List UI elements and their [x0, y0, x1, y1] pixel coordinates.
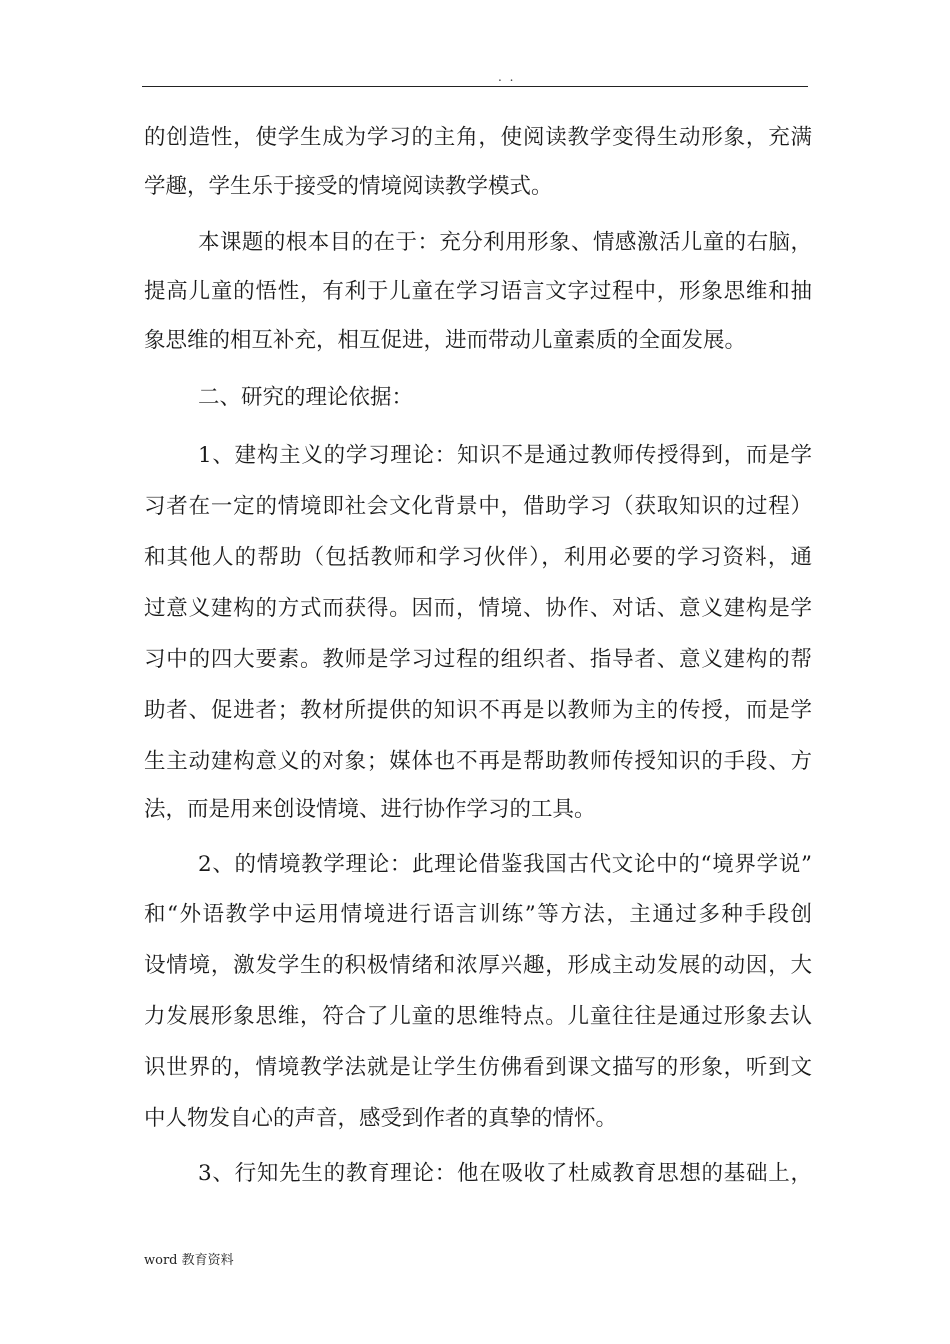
body-line-19: 识世界的，情境教学法就是让学生仿佛看到课文描写的形象，听到文: [144, 1055, 812, 1080]
section-heading: 二、研究的理论依据：: [198, 385, 414, 410]
body-line-2: 学趣，学生乐于接受的情境阅读教学模式。: [144, 174, 553, 199]
body-line-14: 法，而是用来创设情境、进行协作学习的工具。: [144, 797, 596, 822]
body-line-11: 习中的四大要素。教师是学习过程的组织者、指导者、意义建构的帮: [144, 647, 812, 672]
body-line-18: 力发展形象思维，符合了儿童的思维特点。儿童往往是通过形象去认: [144, 1004, 812, 1029]
body-line-21: 3、行知先生的教育理论：他在吸收了杜威教育思想的基础上，: [198, 1161, 812, 1186]
body-line-3: 本课题的根本目的在于：充分利用形象、情感激活儿童的右脑，: [198, 230, 812, 255]
page-header-mark: . .: [498, 70, 516, 84]
body-line-16: 和“外语教学中运用情境进行语言训练”等方法，主通过多种手段创: [144, 902, 812, 927]
body-line-7: 1、建构主义的学习理论：知识不是通过教师传授得到，而是学: [198, 443, 812, 468]
body-line-10: 过意义建构的方式而获得。因而，情境、协作、对话、意义建构是学: [144, 596, 812, 621]
body-line-8: 习者在一定的情境即社会文化背景中，借助学习（获取知识的过程）: [144, 494, 812, 519]
page-footer: word 教育资料: [144, 1253, 234, 1268]
body-line-1: 的创造性，使学生成为学习的主角，使阅读教学变得生动形象，充满: [144, 125, 812, 150]
body-line-17: 设情境，激发学生的积极情绪和浓厚兴趣，形成主动发展的动因，大: [144, 953, 812, 978]
body-line-13: 生主动建构意义的对象；媒体也不再是帮助教师传授知识的手段、方: [144, 749, 812, 774]
body-line-20: 中人物发自心的声音，感受到作者的真挚的情怀。: [144, 1106, 618, 1131]
body-line-4: 提高儿童的悟性，有利于儿童在学习语言文字过程中，形象思维和抽: [144, 279, 812, 304]
header-rule: [142, 86, 808, 87]
body-line-15: 2、的情境教学理论：此理论借鉴我国古代文论中的“境界学说”: [198, 852, 812, 877]
body-line-5: 象思维的相互补充，相互促进，进而带动儿童素质的全面发展。: [144, 328, 747, 353]
body-line-12: 助者、促进者；教材所提供的知识不再是以教师为主的传授，而是学: [144, 698, 812, 723]
body-line-9: 和其他人的帮助（包括教师和学习伙伴），利用必要的学习资料，通: [144, 545, 812, 570]
